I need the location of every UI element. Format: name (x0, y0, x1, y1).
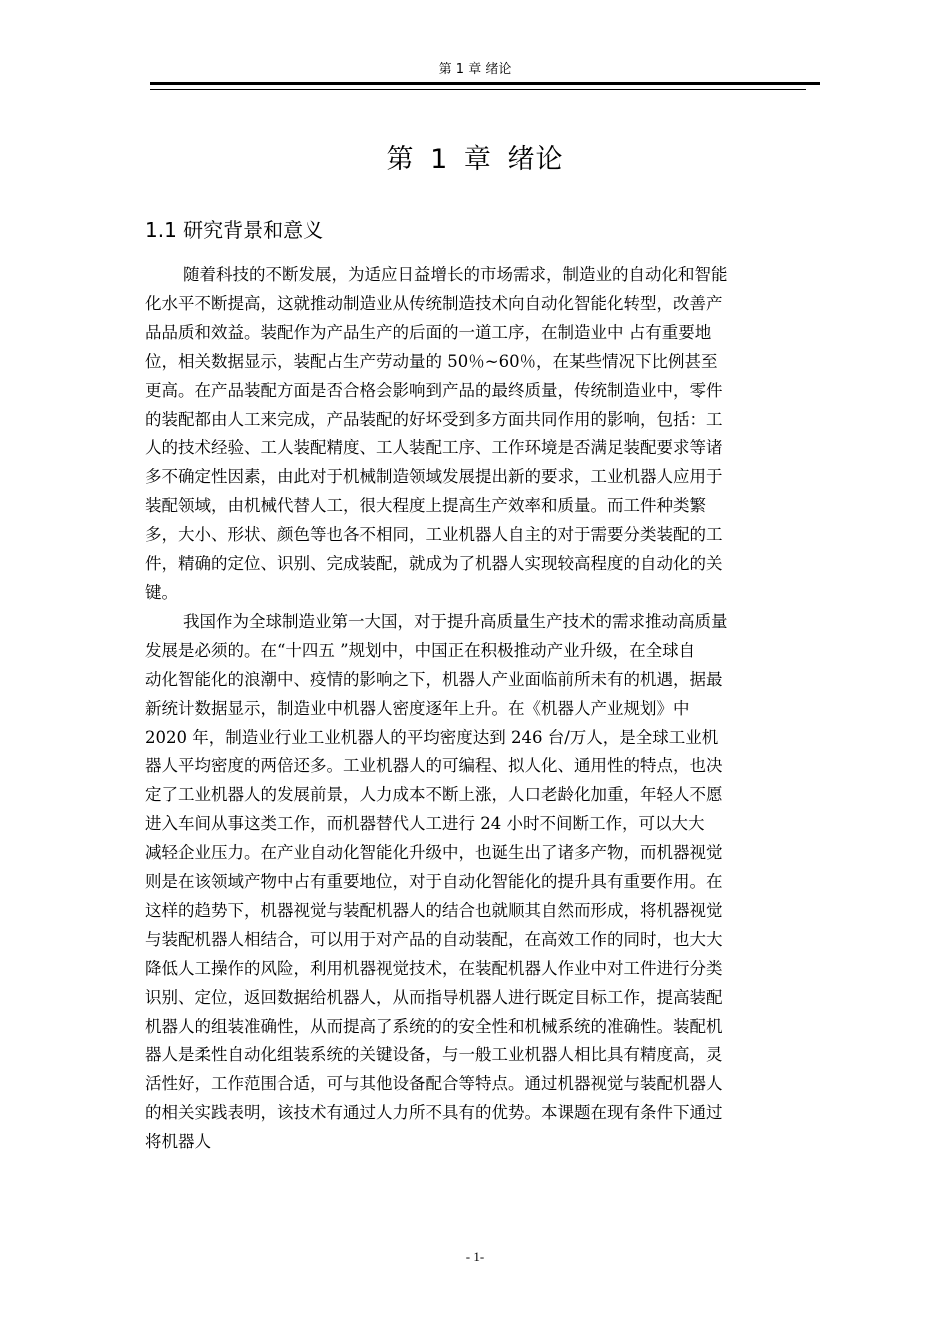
body-text (145, 261, 810, 1157)
text-line: 的装配都由人工来完成，产品装配的好坏受到多方面共同作用的影响，包括：工 (145, 409, 723, 429)
text-line: 更高。在产品装配方面是否合格会影响到产品的最终质量，传统制造业中，零件 (145, 380, 723, 400)
text-line: 识别、定位，返回数据给机器人，从而指导机器人进行既定目标工作，提高装配 (145, 987, 723, 1007)
text-line: 多，大小、形状、颜色等也各不相同，工业机器人自主的对于需要分类装配的工 (145, 525, 723, 545)
text-line: 发展是必须的。在“十四五 ”规划中，中国正在积极推动产业升级，在全球自 (145, 640, 696, 660)
text-line: 新统计数据显示，制造业中机器人密度逐年上升。在《机器人产业规划》中 (145, 698, 690, 718)
text-line: 品品质和效益。装配作为产品生产的后面的一道工序，在制造业中 占有重要地 (145, 322, 712, 342)
text-line: 件，精确的定位、识别、完成装配，就成为了机器人实现较高程度的自动化的关 (145, 554, 723, 574)
text-line: 装配领域，由机械代替人工，很大程度上提高生产效率和质量。而工件种类繁 (145, 496, 706, 516)
text-line: 减轻企业压力。在产业自动化智能化升级中，也诞生出了诸多产物，而机器视觉 (145, 843, 723, 863)
text-line: 化水平不断提高，这就推动制造业从传统制造技术向自动化智能化转型，改善产 (145, 293, 723, 313)
paragraph-1 (145, 261, 810, 608)
header-rule-thin (150, 89, 806, 90)
text-line: 键。 (145, 582, 178, 602)
text-line: 动化智能化的浪潮中、疫情的影响之下，机器人产业面临前所未有的机遇，据最 (145, 669, 723, 689)
text-line: 机器人的组装准确性，从而提高了系统的的安全性和机械系统的准确性。装配机 (145, 1016, 723, 1036)
text-line: 进入车间从事这类工作，而机器替代人工进行 24 小时不间断工作，可以大大 (145, 814, 705, 834)
text-line: 人的技术经验、工人装配精度、工人装配工序、工作环境是否满足装配要求等诸 (145, 438, 723, 458)
text-line: 这样的趋势下，机器视觉与装配机器人的结合也就顺其自然而形成，将机器视觉 (145, 900, 723, 920)
text-line: 降低人工操作的风险，利用机器视觉技术，在装配机器人作业中对工件进行分类 (145, 958, 723, 978)
text-line: 则是在该领域产物中占有重要地位，对于自动化智能化的提升具有重要作用。在 (145, 872, 723, 892)
text-line: 器人平均密度的两倍还多。工业机器人的可编程、拟人化、通用性的特点，也决 (145, 756, 723, 776)
text-line: 将机器人 (145, 1132, 211, 1152)
text-line: 器人是柔性自动化组装系统的关键设备，与一般工业机器人相比具有精度高，灵 (145, 1045, 723, 1065)
text-line: 的相关实践表明，该技术有通过人力所不具有的优势。本课题在现有条件下通过 (145, 1103, 723, 1123)
page-number: - 1- (465, 1249, 485, 1264)
text-line: 位，相关数据显示，装配占生产劳动量的 50％~60％，在某些情况下比例甚至 (145, 351, 718, 371)
text-line: 多不确定性因素，由此对于机械制造领域发展提出新的要求，工业机器人应用于 (145, 467, 723, 487)
text-line: 活性好，工作范围合适，可与其他设备配合等特点。通过机器视觉与装配机器人 (145, 1074, 723, 1094)
running-header: 第 1 章 绪论 (438, 62, 512, 77)
text-line: 与装配机器人相结合，可以用于对产品的自动装配，在高效工作的同时，也大大 (145, 929, 723, 949)
paragraph-2 (145, 608, 810, 1157)
text-line: 定了工业机器人的发展前景，人力成本不断上涨，人口老龄化加重，年轻人不愿 (145, 785, 723, 805)
chapter-title: 第 1 章 绪论 (386, 144, 564, 175)
header-rule-thick (150, 82, 820, 85)
section-title: 1.1 研究背景和意义 (145, 218, 324, 242)
text-line: 我国作为全球制造业第一大国，对于提升高质量生产技术的需求推动高质量 (183, 611, 728, 631)
text-line: 随着科技的不断发展，为适应日益增长的市场需求，制造业的自动化和智能 (183, 265, 728, 284)
text-line: 2020 年，制造业行业工业机器人的平均密度达到 246 台/万人，是全球工业机 (145, 727, 719, 747)
